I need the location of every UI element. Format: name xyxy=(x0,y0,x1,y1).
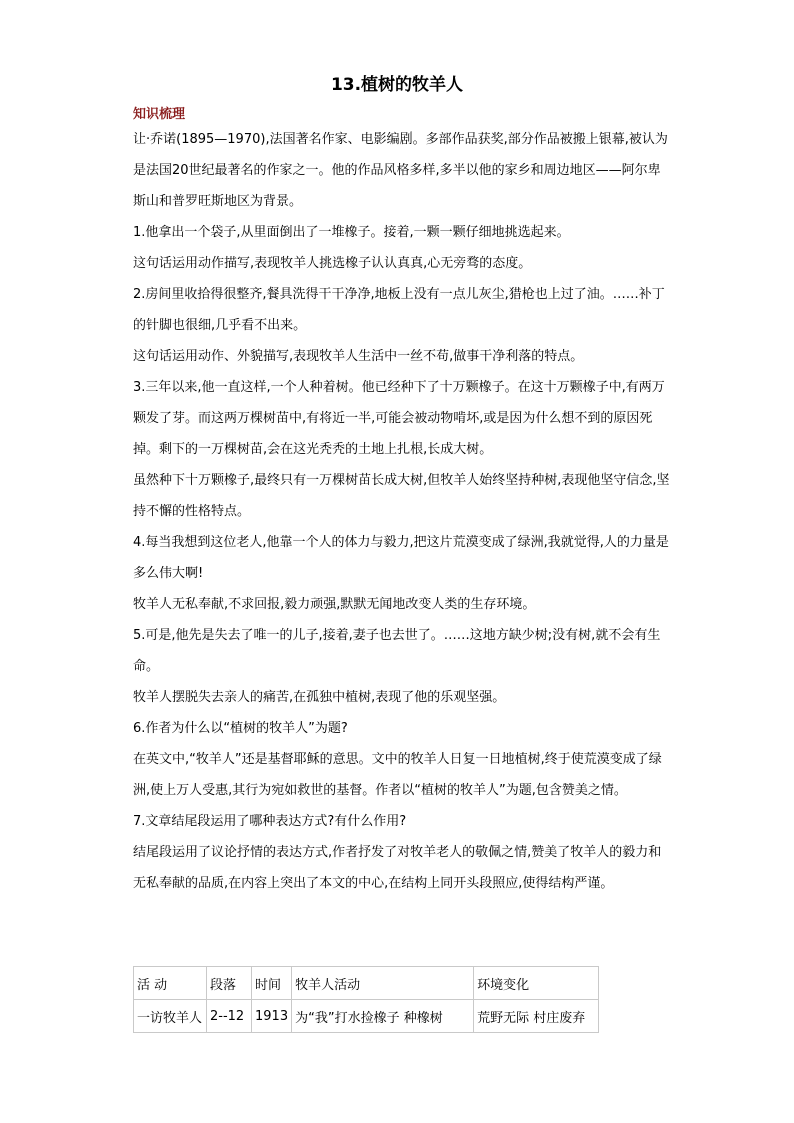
table-header-row xyxy=(134,967,599,1000)
content-body xyxy=(133,124,673,899)
section-heading: 知识梳理 xyxy=(133,107,186,122)
page-title: 13.植树的牧羊人 xyxy=(330,75,464,95)
paragraph: 这句话运用动作、外貌描写,表现牧羊人生活中一丝不苟,做事干净利落的特点。 xyxy=(133,349,584,364)
paragraph: 5.可是,他先是失去了唯一的儿子,接着,妻子也去世了。……这地方缺少树;没有树,就不会有生命。 xyxy=(133,628,661,674)
paragraph: 牧羊人无私奉献,不求回报,毅力顽强,默默无闻地改变人类的生存环境。 xyxy=(133,597,536,612)
paragraph: 结尾段运用了议论抒情的表达方式,作者抒发了对牧羊老人的敬佩之情,赞美了牧羊人的毅力和无私奉献的品质,在内容上突出了本文的中心,在结构上同开头段照应,使得结构严谨。 xyxy=(133,845,662,891)
paragraph: 这句话运用动作描写,表现牧羊人挑选橡子认认真真,心无旁骛的态度。 xyxy=(133,256,532,271)
paragraph: 4.每当我想到这位老人,他靠一个人的体力与毅力,把这片荒漠变成了绿洲,我就觉得,人的力量是多么伟大啊! xyxy=(133,535,669,581)
paragraph: 2.房间里收拾得很整齐,餐具洗得干干净净,地板上没有一点儿灰尘,猎枪也上过了油。……补丁的针脚也很细,几乎看不出来。 xyxy=(133,287,665,333)
paragraph: 7.文章结尾段运用了哪种表达方式?有什么作用? xyxy=(133,814,407,829)
activity-table xyxy=(133,966,599,1033)
paragraph: 牧羊人摆脱失去亲人的痛苦,在孤独中植树,表现了他的乐观坚强。 xyxy=(133,690,506,705)
table-header-cell: 时间 xyxy=(252,967,292,1000)
table-row xyxy=(134,1000,599,1033)
table-header-cell: 牧羊人活动 xyxy=(292,967,474,1000)
table-cell: 2--12 xyxy=(207,1000,252,1033)
paragraph: 6.作者为什么以“植树的牧羊人”为题? xyxy=(133,721,348,736)
table-header-cell: 活 动 xyxy=(134,967,207,1000)
paragraph: 1.他拿出一个袋子,从里面倒出了一堆橡子。接着,一颗一颗仔细地挑选起来。 xyxy=(133,225,570,240)
table-header-cell: 段落 xyxy=(207,967,252,1000)
table-cell: 荒野无际 村庄废弃 xyxy=(474,1000,599,1033)
table-cell: 一访牧羊人 xyxy=(134,1000,207,1033)
table-header-cell: 环境变化 xyxy=(474,967,599,1000)
paragraph: 虽然种下十万颗橡子,最终只有一万棵树苗长成大树,但牧羊人始终坚持种树,表现他坚守信念,坚持不懈的性格特点。 xyxy=(133,473,670,519)
paragraph: 让·乔诺(1895—1970),法国著名作家、电影编剧。多部作品获奖,部分作品被搬上银幕,被认为是法国20世纪最著名的作家之一。他的作品风格多样,多半以他的家乡和周边地区——阿尔卑斯山和普罗旺斯地区为背景。 xyxy=(133,132,668,209)
table-cell: 1913 xyxy=(252,1000,292,1033)
paragraph: 3.三年以来,他一直这样,一个人种着树。他已经种下了十万颗橡子。在这十万颗橡子中,有两万颗发了芽。而这两万棵树苗中,有将近一半,可能会被动物啃坏,或是因为什么想不到的原因死掉。剩下的一万棵树苗,会在这光秃秃的土地上扎根,长成大树。 xyxy=(133,380,665,457)
paragraph: 在英文中,“牧羊人”还是基督耶稣的意思。文中的牧羊人日复一日地植树,终于使荒漠变成了绿洲,使上万人受惠,其行为宛如救世的基督。作者以“植树的牧羊人”为题,包含赞美之情。 xyxy=(133,752,662,798)
table-cell: 为“我”打水捡橡子 种橡树 xyxy=(292,1000,474,1033)
